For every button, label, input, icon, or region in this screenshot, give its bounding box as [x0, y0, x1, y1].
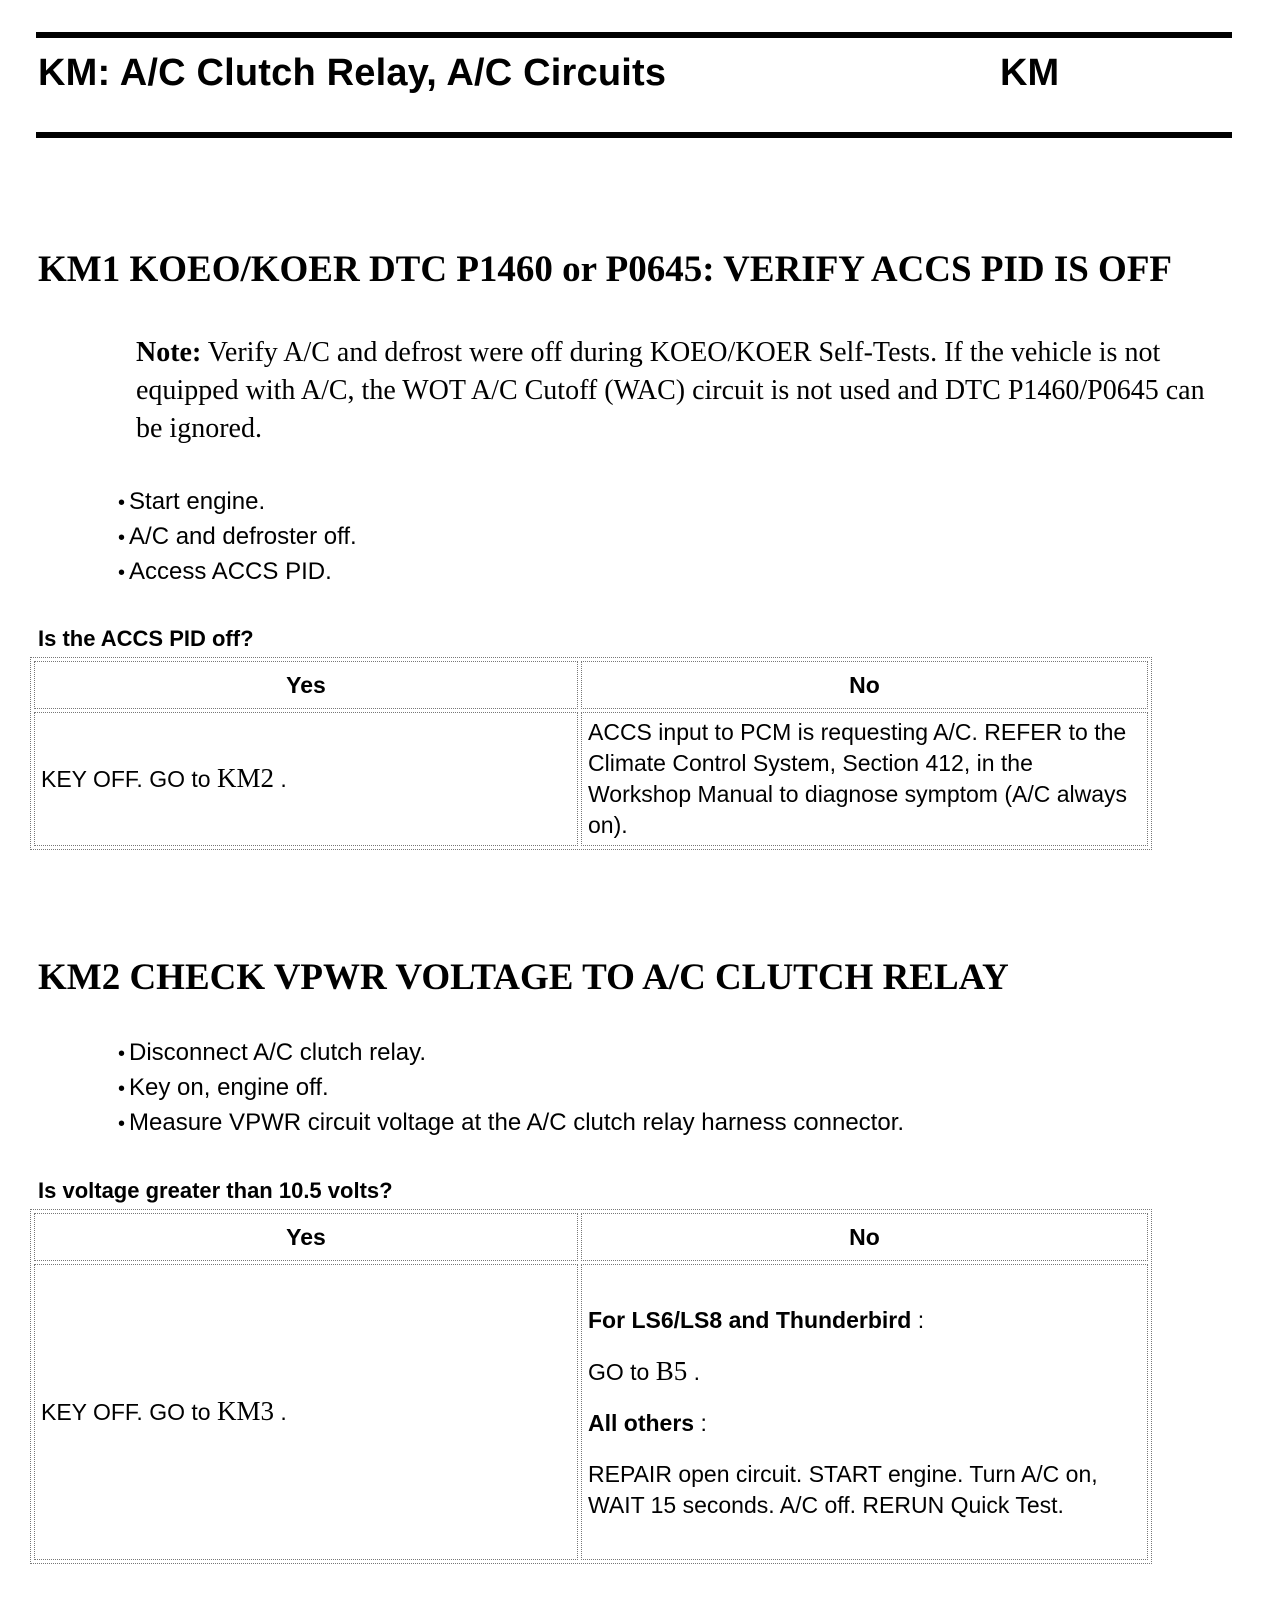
yes-suffix: . [280, 766, 287, 792]
ls-colon: : [917, 1307, 925, 1333]
yes-suffix: . [280, 1399, 287, 1425]
no-header: No [581, 661, 1148, 709]
step-item: • Disconnect A/C clutch relay. [118, 1036, 904, 1071]
page-code: KM [1000, 52, 1060, 94]
note-text: Verify A/C and defrost were off during KOEO/KOER Self-Tests. If the vehicle is not equipped with A/C, the WOT A/C Cutoff (WAC) circuit is not used and DTC P1460/P0645 can be ignored. [136, 337, 1205, 444]
km1-answer-table [30, 657, 1152, 850]
yes-cell [34, 712, 578, 846]
yes-text: KEY OFF. GO to [41, 766, 211, 792]
step-item: • Measure VPWR circuit voltage at the A/C clutch relay harness connector. [118, 1106, 904, 1141]
bottom-rule [36, 132, 1232, 138]
yes-header: Yes [34, 1213, 578, 1261]
ls-label: For LS6/LS8 and Thunderbird [588, 1307, 912, 1333]
no-block-others [588, 1408, 1141, 1439]
km1-note [136, 334, 1236, 448]
no-cell: ACCS input to PCM is requesting A/C. REFER to the Climate Control System, Section 412, in the Workshop Manual to diagnose symptom (A/C always on). [581, 712, 1148, 846]
yes-text: KEY OFF. GO to [41, 1399, 211, 1425]
no-block-goto [588, 1356, 1141, 1388]
goto-suffix: . [693, 1359, 701, 1385]
km1-question: Is the ACCS PID off? [38, 626, 254, 651]
others-colon: : [700, 1410, 707, 1436]
step-item: • Start engine. [118, 485, 357, 520]
km2-link[interactable]: KM2 [216, 763, 274, 793]
repair-text: REPAIR open circuit. START engine. Turn A/C on, WAIT 15 seconds. A/C off. RERUN Quick Test. [588, 1461, 1098, 1518]
step-item: • A/C and defroster off. [118, 520, 357, 555]
b5-link[interactable]: B5 [655, 1356, 688, 1386]
km2-steps [118, 1036, 904, 1141]
step-item: • Key on, engine off. [118, 1071, 904, 1106]
yes-cell [34, 1264, 578, 1560]
others-label: All others [588, 1410, 695, 1436]
km2-answer-table [30, 1209, 1152, 1564]
km2-question: Is voltage greater than 10.5 volts? [38, 1178, 393, 1203]
goto-text: GO to [588, 1359, 650, 1385]
note-label: Note: [136, 337, 202, 368]
step-item: • Access ACCS PID. [118, 555, 357, 590]
no-header: No [581, 1213, 1148, 1261]
no-cell [581, 1264, 1148, 1560]
no-block-ls [588, 1305, 1141, 1336]
km2-heading: KM2 CHECK VPWR VOLTAGE TO A/C CLUTCH RELAY [38, 957, 1009, 998]
top-rule [36, 32, 1232, 38]
km3-link[interactable]: KM3 [216, 1396, 274, 1426]
km1-steps [118, 485, 357, 590]
km1-heading: KM1 KOEO/KOER DTC P1460 or P0645: VERIFY ACCS PID IS OFF [38, 249, 1173, 290]
yes-header: Yes [34, 661, 578, 709]
page-title: KM: A/C Clutch Relay, A/C Circuits [38, 52, 667, 94]
